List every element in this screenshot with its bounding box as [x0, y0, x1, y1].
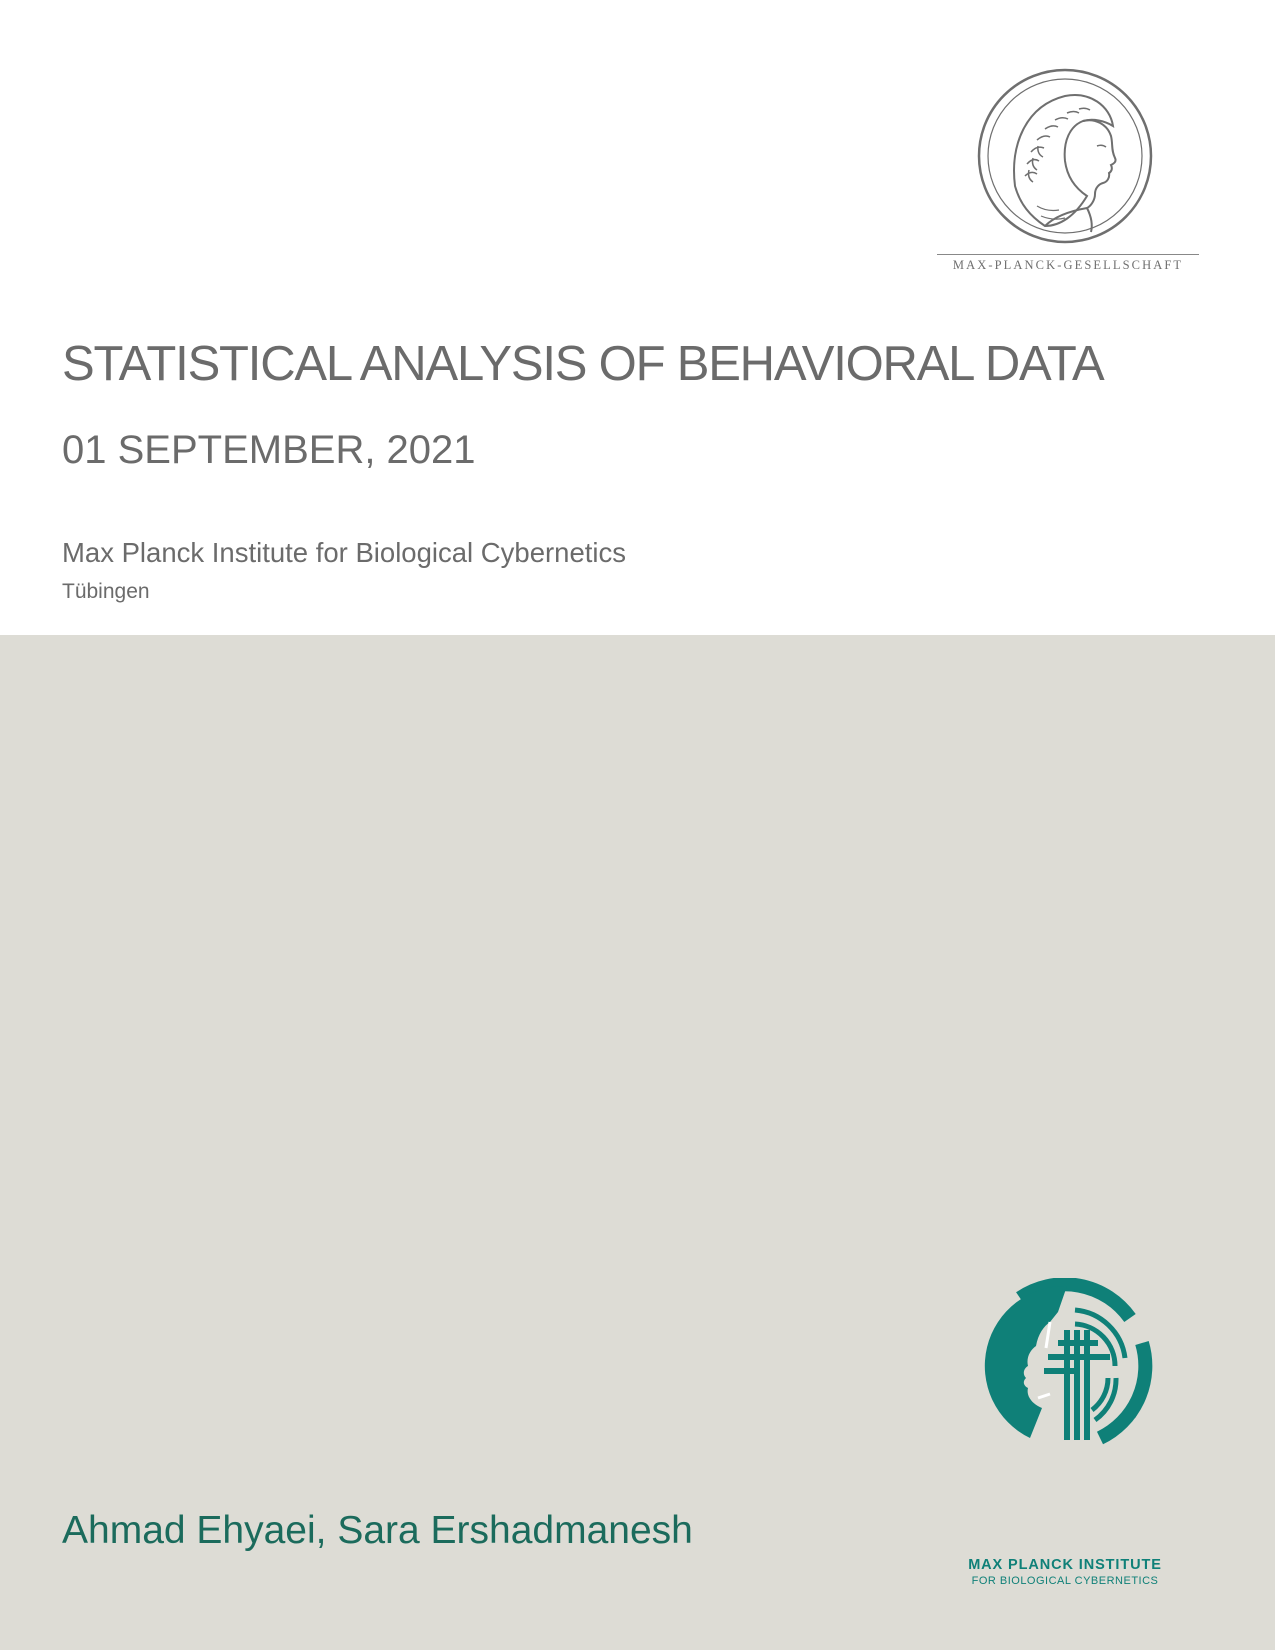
institute-name: Max Planck Institute for Biological Cybernetics	[62, 537, 626, 568]
document-date: 01 SEPTEMBER, 2021	[62, 428, 476, 472]
minerva-seal-icon	[975, 66, 1155, 246]
mpi-logo	[950, 1278, 1180, 1588]
institute-city: Tübingen	[62, 580, 150, 603]
mpi-logo-line2: FOR BIOLOGICAL CYBERNETICS	[971, 1575, 1159, 1587]
mpg-logo	[935, 58, 1200, 278]
mpi-cybernetics-emblem-icon	[980, 1278, 1155, 1453]
mpg-name: MAX-PLANCK-GESELLSCHAFT	[952, 258, 1184, 272]
authors: Ahmad Ehyaei, Sara Ershadmanesh	[62, 1509, 693, 1552]
mpg-logo-rule	[937, 254, 1199, 255]
document-title: STATISTICAL ANALYSIS OF BEHAVIORAL DATA	[62, 337, 1104, 391]
mpi-logo-line1: MAX PLANCK INSTITUTE	[968, 1557, 1162, 1573]
